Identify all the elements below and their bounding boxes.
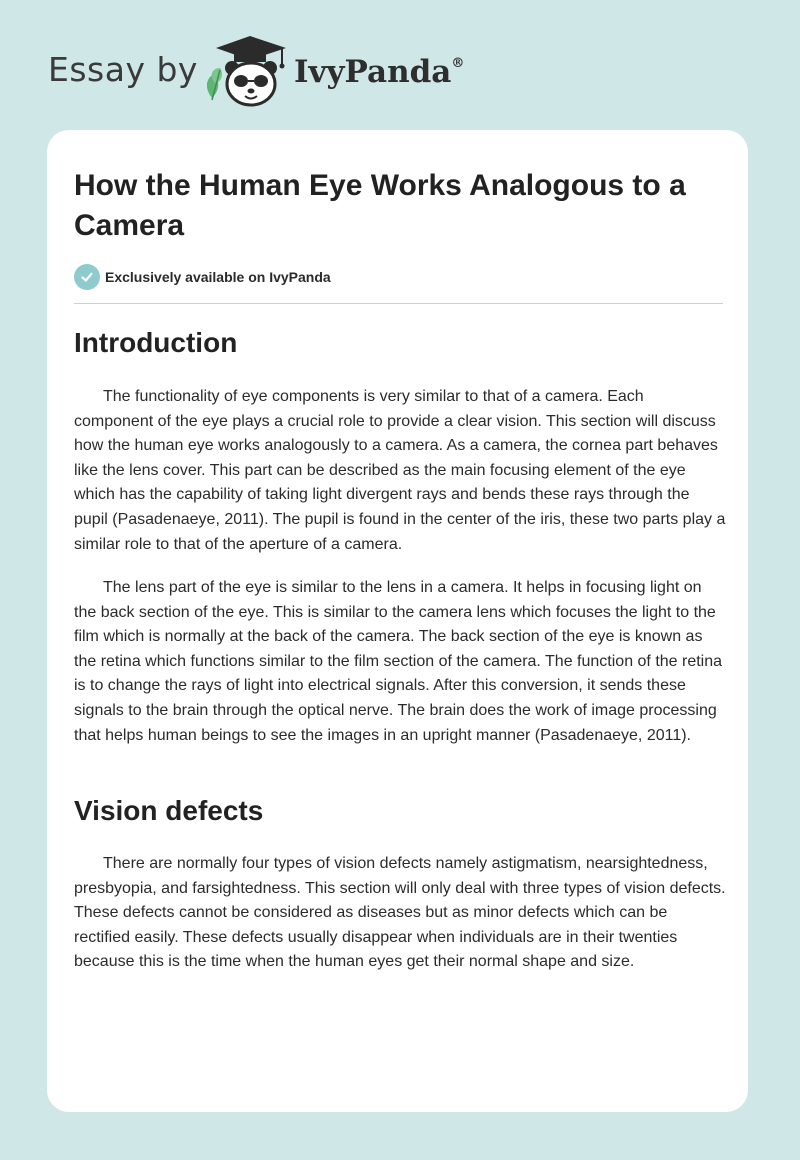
registered-mark: ® [451, 55, 465, 71]
essay-by-label: Essay by [48, 50, 198, 89]
section-heading-introduction: Introduction [74, 327, 238, 358]
site-header [48, 28, 548, 118]
ivy-leaf-icon [207, 68, 222, 100]
check-circle-icon [74, 264, 100, 290]
badge-text: Exclusively available on IvyPanda [105, 269, 331, 285]
paragraph: The lens part of the eye is similar to the lens in a camera. It helps in focusing light on the back section of the eye. This is similar to the camera lens which focuses the light to the film which is normally at the back of the camera. The back section of the eye is known as the retina which functions similar to the film section of the camera. The function of the retina is to change the rays of light into electrical signals. After this conversion, it sends these signals to the brain through the optical nerve. The brain does the work of image processing that helps human beings to see the images in an upright manner (Pasadenaeye, 2011). [74, 579, 723, 744]
exclusive-badge [74, 263, 331, 291]
brand-name-text: IvyPanda [294, 54, 452, 90]
section-heading-vision-defects: Vision defects [74, 795, 264, 826]
paragraph: The functionality of eye components is very similar to that of a camera. Each component of the eye plays a crucial role to provide a clear vision. This section will discuss how the human eye works analogously to a camera. As a camera, the cornea part behaves like the lens cover. This part can be described as the main focusing element of the eye which has the capability of taking light divergent rays and bends these rays through the pupil (Pasadenaeye, 2011). The pupil is found in the center of the iris, these two parts play a similar role to that of the aperture of a camera. [74, 388, 726, 553]
brand-name[interactable] [294, 54, 464, 90]
essay-title: How the Human Eye Works Analogous to a Camera [74, 169, 686, 242]
paragraph: There are normally four types of vision defects namely astigmatism, nearsightedness, presbyopia, and farsightedness. This section will only deal with three types of vision defects. These defects cannot be considered as diseases but as minor defects which can be rectified easily. These defects usually disappear when individuals are in their twenties because this is the time when the human eyes get their normal shape and size. [74, 855, 726, 971]
panda-graduate-icon[interactable] [198, 28, 298, 110]
title-divider [74, 303, 723, 304]
essay-card [47, 130, 748, 1112]
